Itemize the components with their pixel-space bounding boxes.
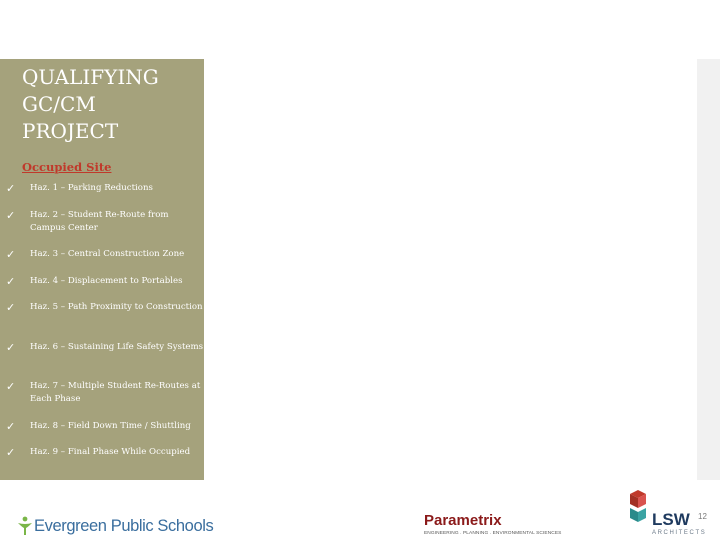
title-line: GC/CM <box>22 92 96 116</box>
right-edge-bar <box>697 59 720 480</box>
person-leaf-icon <box>16 516 34 536</box>
title-line: PROJECT <box>22 119 119 143</box>
lsw-cube-icon <box>626 488 650 528</box>
list-item-text: Haz. 9 – Final Phase While Occupied <box>30 447 191 457</box>
title-line: QUALIFYING <box>22 65 159 89</box>
list-item-text: Haz. 5 – Path Proximity to Construction <box>30 302 203 312</box>
list-item-text: Haz. 6 – Sustaining Life Safety Systems <box>30 342 204 352</box>
check-icon: ✓ <box>6 248 16 261</box>
list-item-text: Haz. 8 – Field Down Time / Shuttling <box>30 421 191 431</box>
check-icon: ✓ <box>6 446 16 459</box>
section-subtitle: Occupied Site <box>22 160 112 174</box>
list-item-text: Haz. 3 – Central Construction Zone <box>30 249 185 259</box>
check-icon: ✓ <box>6 182 16 195</box>
list-item-text: Haz. 2 – Student Re-Route from Campus Center <box>30 210 169 233</box>
lsw-subtitle: ARCHITECTS <box>652 530 707 536</box>
check-icon: ✓ <box>6 275 16 288</box>
evergreen-logo-text: Evergreen Public Schools <box>34 517 214 535</box>
check-icon: ✓ <box>6 209 16 222</box>
parametrix-name: Parametrix <box>424 512 502 529</box>
list-item-text: Haz. 4 – Displacement to Portables <box>30 276 183 286</box>
check-icon: ✓ <box>6 341 16 354</box>
check-icon: ✓ <box>6 420 16 433</box>
check-icon: ✓ <box>6 301 16 314</box>
check-icon: ✓ <box>6 380 16 393</box>
parametrix-tagline: ENGINEERING . PLANNING . ENVIRONMENTAL SCIENCES <box>424 531 562 536</box>
slide-title <box>22 64 202 145</box>
lsw-name: LSW <box>652 510 690 529</box>
evergreen-public-schools-logo <box>14 512 214 540</box>
page-number: 12 <box>698 512 707 521</box>
parametrix-logo <box>424 512 594 540</box>
list-item-text: Haz. 1 – Parking Reductions <box>30 183 153 193</box>
list-item-text: Haz. 7 – Multiple Student Re-Routes at Each Phase <box>30 381 201 404</box>
